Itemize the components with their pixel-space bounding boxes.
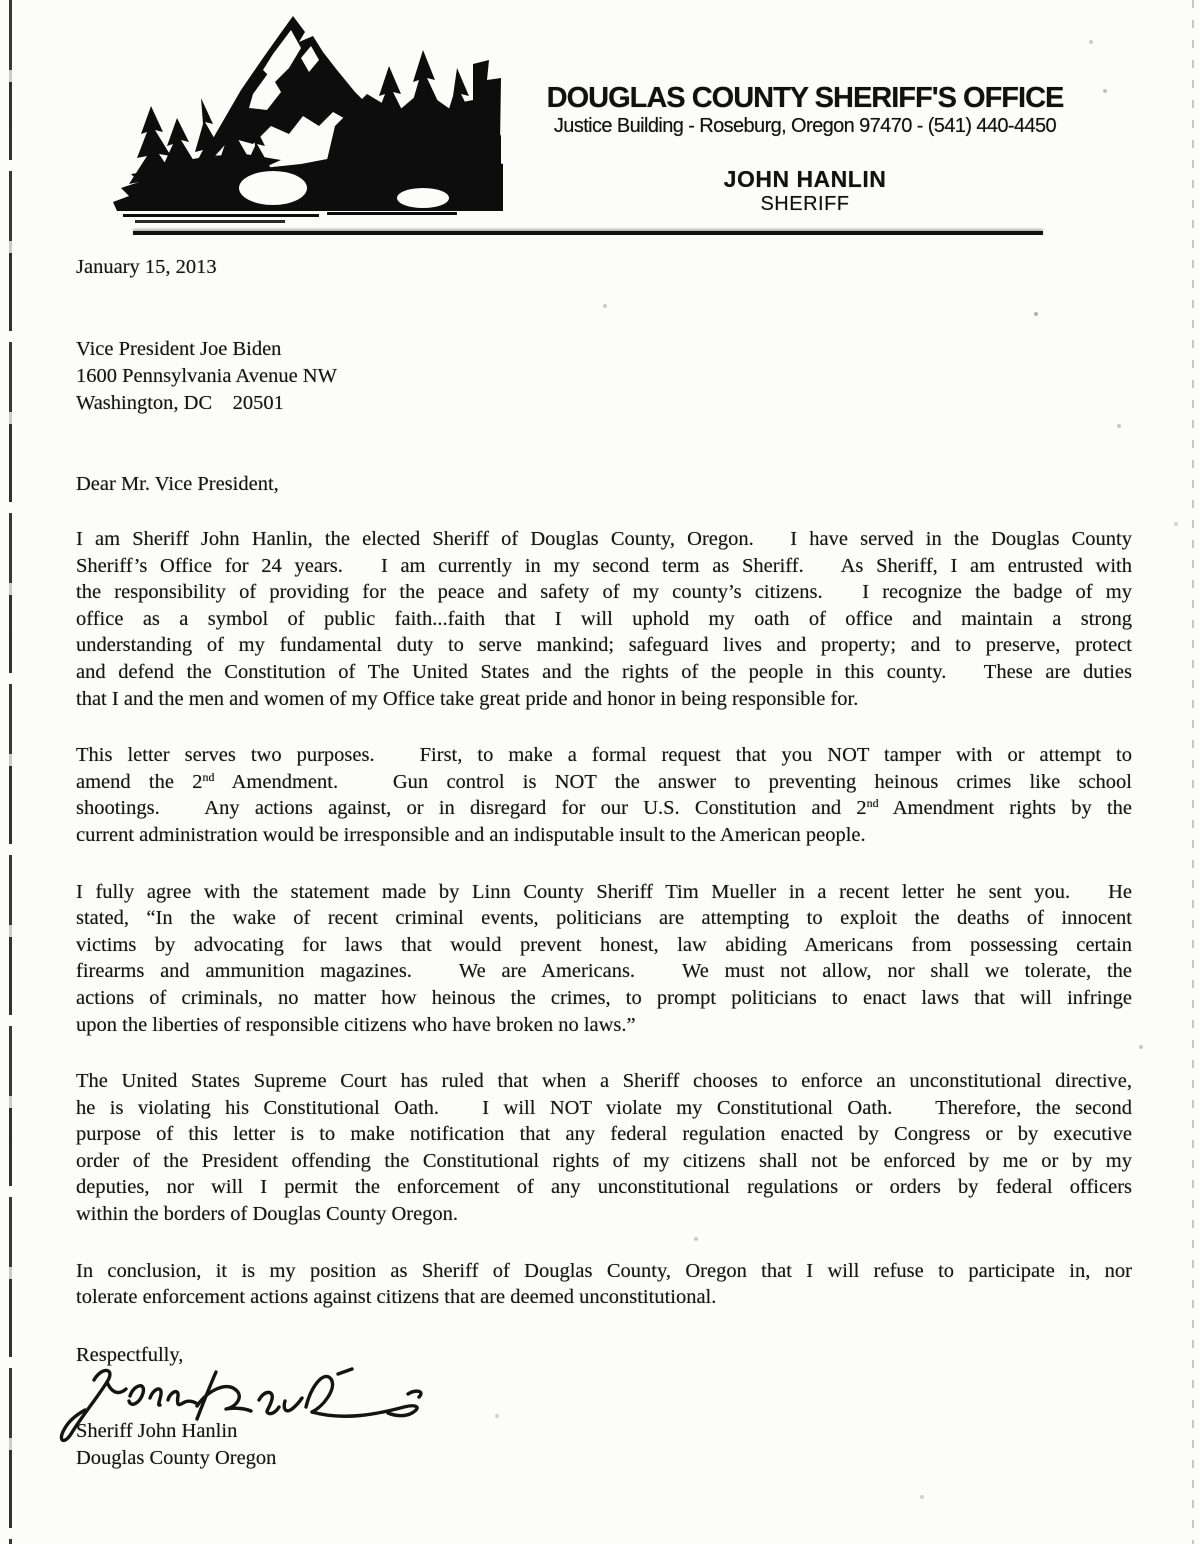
- recipient-line: Vice President Joe Biden: [76, 338, 282, 360]
- scan-noise-specks: [0, 0, 2, 2]
- letter-line: upon the liberties of responsible citizens who have broken no laws.”: [76, 1013, 636, 1036]
- handwritten-signature-john-hanlin: [56, 1362, 428, 1450]
- office-address-line: Justice Building - Roseburg, Oregon 97470 - (541) 440-4450: [553, 115, 1057, 137]
- letter-line: the responsibility of providing for the peace and safety of my county’s citizens. I recognize the badge of my: [76, 581, 1132, 604]
- letter-line: within the borders of Douglas County Oregon.: [76, 1203, 459, 1226]
- letter-line: tolerate enforcement actions against citizens that are deemed unconstitutional.: [76, 1286, 717, 1309]
- letter-paragraph: [76, 526, 1132, 712]
- letter-line: actions of criminals, no matter how heinous the crimes, to prompt politicians to enact laws that will infringe: [76, 986, 1132, 1009]
- letter-line: office as a symbol of public faith...faith that I will uphold my oath of office and maintain a strong: [76, 607, 1132, 630]
- header-rule: [133, 231, 1043, 235]
- letter-line: Sheriff’s Office for 24 years. I am currently in my second term as Sheriff. As Sheriff, I am entrusted with: [76, 554, 1132, 577]
- letter-paragraph: [76, 879, 1132, 1039]
- letter-line: The United States Supreme Court has ruled that when a Sheriff chooses to enforce an unconstitutional directive,: [76, 1070, 1132, 1093]
- closing-respectfully: Respectfully,: [76, 1343, 184, 1366]
- letter-line: understanding of my fundamental duty to serve mankind; safeguard lives and property; and to preserve, protect: [76, 634, 1132, 657]
- office-name-heading: DOUGLAS COUNTY SHERIFF'S OFFICE: [546, 82, 1064, 114]
- letter-line: In conclusion, it is my position as Sheriff of Douglas County, Oregon that I will refuse to participate in, nor: [76, 1259, 1132, 1282]
- letter-line: I am Sheriff John Hanlin, the elected Sheriff of Douglas County, Oregon. I have served in the Douglas County: [76, 528, 1132, 550]
- letter-line: shootings. Any actions against, or in disregard for our U.S. Constitution and 2nd Amendment rights by the: [76, 796, 1132, 820]
- recipient-line: 1600 Pennsylvania Avenue NW: [76, 365, 337, 387]
- letter-line: that I and the men and women of my Office take great pride and honor in being responsible for.: [76, 687, 859, 710]
- sheriff-name-heading: JOHN HANLIN: [723, 166, 887, 192]
- letter-line: amend the 2nd Amendment. Gun control is NOT the answer to preventing heinous crimes like school: [76, 769, 1132, 793]
- letter-line: victims by advocating for laws that would prevent honest, law abiding Americans from possessing certain: [76, 933, 1132, 956]
- letter-date: January 15, 2013: [76, 256, 217, 278]
- letter-line: firearms and ammunition magazines. We are Americans. We must not allow, nor shall we tolerate, the: [76, 960, 1132, 983]
- letter-paragraph: [76, 742, 1132, 848]
- letter-line: deputies, nor will I permit the enforcement of any unconstitutional regulations or orders by federal officers: [76, 1176, 1132, 1199]
- letter-line: he is violating his Constitutional Oath. I will NOT violate my Constitutional Oath. Therefore, the second: [76, 1096, 1132, 1119]
- signature-printed-name: Sheriff John Hanlin: [76, 1419, 238, 1442]
- sheriffs-office-logo-mountains-trees-icon: [105, 6, 513, 231]
- letter-line: current administration would be irresponsible and an indisputable insult to the American people.: [76, 823, 866, 846]
- letter-line: and defend the Constitution of The United States and the rights of the people in this county. These are duties: [76, 660, 1132, 683]
- signature-organization: Douglas County Oregon: [76, 1447, 277, 1470]
- recipient-line: Washington, DC 20501: [76, 392, 284, 414]
- letter-paragraph: [76, 1258, 1132, 1311]
- letter-paragraph: [76, 1068, 1132, 1228]
- letter-line: This letter serves two purposes. First, to make a formal request that you NOT tamper with or attempt to: [76, 744, 1132, 767]
- letter-line: purpose of this letter is to make notification that any federal regulation enacted by Congress or by executive: [76, 1123, 1132, 1146]
- sheriff-title-heading: SHERIFF: [760, 193, 850, 215]
- letter-line: I fully agree with the statement made by Linn County Sheriff Tim Mueller in a recent letter he sent you. He: [76, 880, 1132, 903]
- letter-line: stated, “In the wake of recent criminal events, politicians are attempting to exploit the deaths of innocent: [76, 907, 1132, 930]
- scan-artifact-left-line: [9, 0, 12, 1544]
- recipient-address-block: [76, 336, 1132, 417]
- letter-body: [76, 526, 1132, 1311]
- scan-artifact-right-line: [1192, 0, 1194, 1544]
- letter-line: order of the President offending the Constitutional rights of my citizens shall not be enforced by me or by my: [76, 1149, 1132, 1172]
- salutation: Dear Mr. Vice President,: [76, 473, 279, 495]
